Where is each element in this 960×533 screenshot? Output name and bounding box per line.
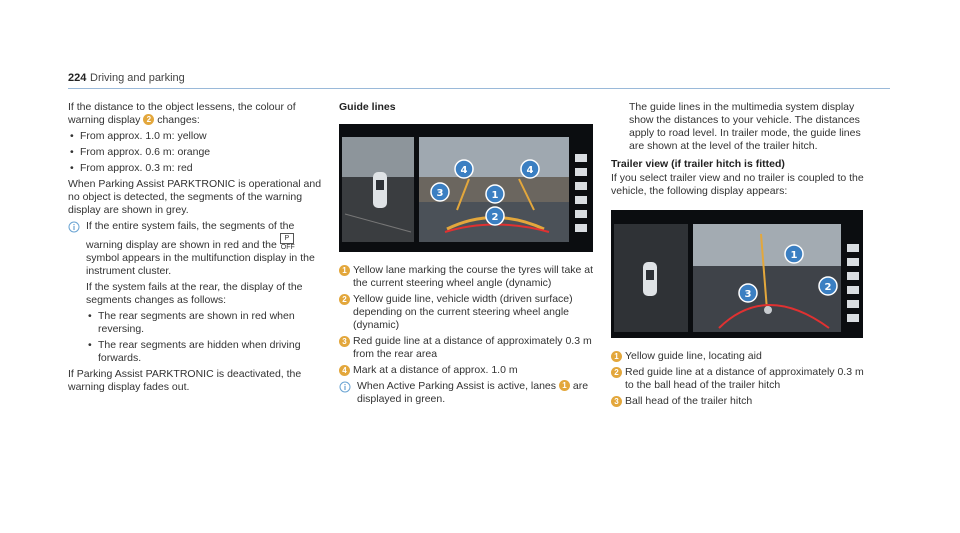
legend-text: Yellow guide line, locating aid [625,350,762,362]
legend-text: Yellow guide line, vehicle width (driven surface) depending on the current steering wheel angle (dynamic) [353,293,573,331]
svg-text:3: 3 [436,188,444,199]
camera-guide-lines-image [339,124,593,252]
header-rule [68,88,890,89]
note-text-a: When Active Parking Assist is active, lanes [357,380,557,392]
svg-text:3: 3 [744,289,752,300]
legend-item [339,264,597,290]
legend-text: Red guide line at a distance of approximately 0.3 m from the rear area [353,335,592,360]
trailer-view-heading: Trailer view (if trailer hitch is fitted) [611,158,785,170]
legend-item [611,395,871,408]
callout-2-icon: 2 [339,294,350,305]
info-icon [339,381,351,393]
legend-item [339,335,597,361]
legend-text: Yellow lane marking the course the tyres will take at the current steering wheel angle (dynamic) [353,264,594,289]
legend-text: Ball head of the trailer hitch [625,395,753,407]
intro-paragraph [68,101,330,127]
page-title: Driving and parking [90,72,185,84]
info-note [339,380,597,406]
intro-text-end: changes: [157,114,200,126]
legend-text: Red guide line at a distance of approximately 0.3 m to the ball head of the trailer hitch [625,366,864,391]
rear-fail-bullet: • The rear segments are hidden when driving forwards. [86,339,330,365]
callout-2-icon: 2 [611,367,622,378]
deactivated-paragraph: If Parking Assist PARKTRONIC is deactivated, the warning display fades out. [68,368,302,393]
intro-text: If the distance to the object lessens, the colour of warning display [68,101,296,126]
info-icon [68,221,80,233]
callout-4-icon: 4 [339,365,350,376]
parktronic-off-icon: P OFF [280,235,295,251]
guide-lines-paragraph: The guide lines in the multimedia system display show the distances to your vehicle. The distances apply to road level. In trailer mode, the guide lines are shown at the level of the trailer hitch. [629,101,861,152]
note-text-a: If the entire system fails, the segments of the warning display are shown in red and the [86,220,295,251]
trailer-view-image [611,210,863,338]
legend-item [611,350,871,363]
rear-fail-bullet: • The rear segments are shown in red when reversing. [86,310,330,336]
note-text-b: symbol appears in the multifunction display in the instrument cluster. [86,252,315,277]
note-rear-fail: If the system fails at the rear, the display of the segments changes as follows: [86,281,303,306]
legend-item [611,366,871,392]
svg-text:4: 4 [460,165,468,176]
distance-bullet: • From approx. 0.3 m: red [68,162,330,175]
legend-item [339,293,597,332]
svg-text:2: 2 [491,212,499,223]
callout-1-icon: 1 [611,351,622,362]
callout-3-icon: 3 [611,396,622,407]
active-parking-note [357,380,597,406]
distance-bullet: • From approx. 1.0 m: yellow [68,130,330,143]
callout-1-icon: 1 [339,265,350,276]
operational-paragraph: When Parking Assist PARKTRONIC is operational and no object is detected, the segments of the warning display are shown in grey. [68,178,322,216]
distance-bullet: • From approx. 0.6 m: orange [68,146,330,159]
column-middle [339,101,597,409]
svg-text:2: 2 [824,282,832,293]
page-number: 224 [68,72,87,84]
trailer-view-paragraph: If you select trailer view and no trailer is coupled to the vehicle, the following display appears: [611,172,864,197]
legend-text: Mark at a distance of approx. 1.0 m [353,364,518,376]
column-left [68,101,330,397]
legend-item [339,364,597,377]
svg-text:1: 1 [790,250,798,261]
note-system-fail [86,220,330,278]
svg-text:4: 4 [526,165,534,176]
callout-2-icon: 2 [143,114,154,125]
callout-1-icon: 1 [559,380,570,391]
info-note [68,220,330,365]
page-header [68,72,890,86]
column-right [611,101,871,411]
note-text-b: are displayed in green. [357,380,589,405]
svg-text:1: 1 [491,190,499,201]
guide-lines-heading: Guide lines [339,101,396,113]
callout-3-icon: 3 [339,336,350,347]
